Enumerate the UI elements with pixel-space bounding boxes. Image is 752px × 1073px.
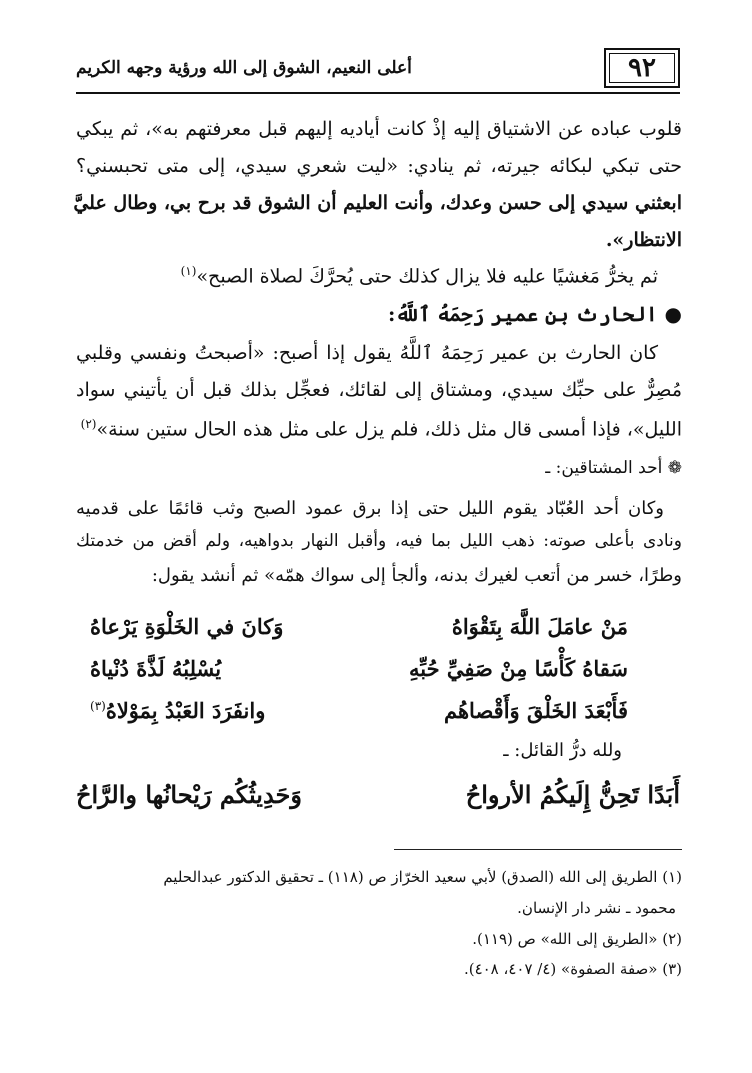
flower-icon: ❁ [667, 458, 682, 478]
body-line: كان الحارث بن عمير رَحِمَهُ ٱللَّهُ يقول إذا أصبح: «أصبحتُ ونفسي وقلبي [76, 342, 658, 364]
verse-first-hemistich: فَأَبْعَدَ الخَلْقَ وَأَقْصاهُم [444, 698, 628, 723]
body-line [76, 265, 682, 286]
verse-text: وانفَرَدَ العَبْدُ بِمَوْلاهُ [105, 698, 266, 723]
footnote: (١) الطريق إلى الله (الصدق) لأبي سعيد الخرّاز ص (١١٨) ـ تحقيق الدكتور عبدالحليم [163, 868, 682, 886]
footnote-mark: (٣) [90, 699, 106, 713]
body-line-text: الليل»، فإذا أمسى قال مثل ذلك، فلم يزل على مثل هذه الحال ستين سنة» [96, 418, 682, 441]
body-line: وطرًا، خسر من أتعب لغيرك بدنه، وألجأ إلى سواك همّه» ثم أنشد يقول: [151, 565, 682, 586]
footnote: (٣) «صفة الصفوة» (٤/ ٤٠٧، ٤٠٨). [463, 960, 682, 978]
verse-second-hemistich: وَكانَ في الخَلْوَةِ يَرْعاهُ [90, 614, 284, 639]
footnote-mark: (١) [180, 264, 197, 278]
running-title: أعلى النعيم، الشوق إلى الله ورؤية وجهه الكريم [76, 58, 412, 78]
final-verse-first-hemistich: أَبَدًا تَحِنُّ إِلَيكُمُ الأرواحُ [465, 780, 680, 809]
body-line-bold: الانتظار». [605, 229, 682, 251]
body-line-text: حتى تبكي لبكائه جيرته، ثم ينادي: «ليت شعري سيدي، إلى متى تحبسني؟ [76, 155, 682, 177]
footnote: (٢) «الطريق إلى الله» ص (١١٩). [472, 930, 682, 948]
body-line: مُصِرٌّ على حبِّك سيدي، ومشتاق إلى لقائك، فعجِّل بذلك قبل أن يأتيني سواد [76, 379, 682, 401]
body-line-bold: ابعثني سيدي إلى حسن وعدك، وأنت العليم أن الشوق قد برح بي، وطال عليَّ [73, 192, 682, 214]
body-line [76, 157, 682, 176]
verse-first-hemistich: سَقاهُ كَأْسًا مِنْ صَفِيِّ حُبِّهِ [408, 656, 628, 681]
section-heading [76, 304, 682, 324]
verse-second-hemistich [90, 698, 265, 723]
footnote-separator [394, 849, 682, 850]
verse-first-hemistich: مَنْ عامَلَ اللَّهَ بِتَقْوَاهُ [451, 614, 628, 639]
section-heading [76, 460, 682, 477]
final-verse-second-hemistich: وَحَدِيثُكُم رَيْحانُها والرَّاحُ [76, 780, 302, 809]
footnote-mark: (٢) [80, 417, 97, 431]
body-line: ونادى بأعلى صوته: ذهب الليل بما فيه، وأقبل النهار بدواهيه، ولم أقض من خدمتك [76, 531, 682, 551]
body-line: ولله درُّ القائل: ـ [503, 740, 622, 761]
body-line: وكان أحد العُبّاد يقوم الليل حتى إذا برق عمود الصبح وثب قائمًا على قدميه [76, 498, 664, 519]
body-line: قلوب عباده عن الاشتياق إليه إذْ كانت أياديه إليهم قبل معرفتهم به»، ثم يبكي [76, 118, 682, 140]
body-line-text: ثم يخرُّ مَغشيًا عليه فلا يزال كذلك حتى يُحرَّكَ لصلاة الصبح» [196, 265, 658, 288]
bullet-icon: ● [664, 302, 682, 326]
page-number: ٩٢ [604, 48, 680, 88]
footnote-continuation: محمود ـ نشر دار الإنسان. [517, 899, 676, 917]
body-line [76, 418, 682, 439]
header-rule [76, 92, 680, 94]
section-heading-text: أحد المشتاقين: ـ [545, 458, 663, 478]
section-heading-text: الحارث بن عمير رَحِمَهُ ٱللَّهُ: [387, 302, 658, 326]
verse-second-hemistich: يُسْلِبُهُ لَذَّةَ دُنْياهُ [90, 656, 222, 681]
page-header [76, 48, 680, 96]
